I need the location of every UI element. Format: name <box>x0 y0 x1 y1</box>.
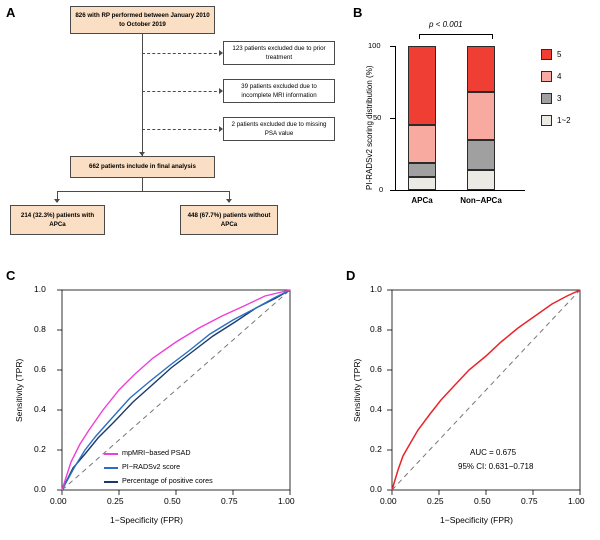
panel-d-xlabel: 1−Specificity (FPR) <box>440 515 513 525</box>
panel-c-xtick-1: 0.25 <box>107 496 124 506</box>
legend-label-score3: 3 <box>557 94 562 103</box>
flow-branch-3 <box>142 129 222 130</box>
flow-box-exclusion-3: 2 patients excluded due to missing PSA value <box>223 117 335 141</box>
panel-d-ytick-5: 1.0 <box>370 284 382 294</box>
panel-c-roc <box>0 262 330 540</box>
legend-line-mpmri-psad <box>104 453 118 455</box>
panel-b-xaxis <box>395 190 525 191</box>
legend-swatch-score5 <box>541 49 552 60</box>
flow-box-apca: 214 (32.3%) patients with APCa <box>10 205 105 235</box>
panel-d-xtick-4: 1.00 <box>568 496 585 506</box>
panel-c-ytick-5: 1.0 <box>34 284 46 294</box>
flow-box-total-cohort: 826 with RP performed between January 2010 to October 2019 <box>70 6 215 34</box>
panel-b-stacked-bar <box>345 0 600 258</box>
legend-label-positive-cores: Percentage of positive cores <box>122 476 213 485</box>
panel-b-ytick-100 <box>390 46 395 47</box>
panel-d-xtick-0: 0.00 <box>380 496 397 506</box>
legend-label-score5: 5 <box>557 50 562 59</box>
panel-d-ytick-4: 0.8 <box>370 324 382 334</box>
panel-d-auc: AUC = 0.675 <box>470 448 517 457</box>
legend-label-pirads: PI−RADSv2 score <box>122 462 181 471</box>
bar-nonapca-score4 <box>467 92 495 140</box>
flow-branch-2 <box>142 91 222 92</box>
panel-d-xtick-2: 0.50 <box>474 496 491 506</box>
panel-b-cat-nonapca: Non−APCa <box>460 196 502 205</box>
panel-c-ylabel: Sensitivity (TPR) <box>14 358 24 422</box>
panel-a-letter: A <box>6 5 16 20</box>
flow-box-exclusion-1: 123 patients excluded due to prior treatment <box>223 41 335 65</box>
panel-d-ylabel: Sensitivity (TPR) <box>352 358 362 422</box>
panel-d-ytick-1: 0.2 <box>370 444 382 454</box>
legend-line-pirads <box>104 467 118 469</box>
panel-c-letter: C <box>6 268 16 283</box>
bar-nonapca-score12 <box>467 170 495 190</box>
panel-c-ytick-2: 0.4 <box>34 404 46 414</box>
panel-b-ylabel: PI-RADSv2 scoring distribution (%) <box>365 65 374 190</box>
bar-apca-score5 <box>408 46 436 125</box>
panel-b-ytick-label-0: 0 <box>379 185 384 194</box>
legend-label-score12: 1~2 <box>557 116 571 125</box>
panel-b-sig-left <box>419 34 420 39</box>
bar-apca-score3 <box>408 163 436 177</box>
panel-b-sig-bar <box>419 34 493 35</box>
panel-d-plot <box>330 262 600 540</box>
panel-d-roc <box>330 262 600 540</box>
panel-b-significance: p < 0.001 <box>429 20 463 29</box>
flow-split-stem <box>142 178 143 191</box>
panel-c-xtick-4: 1.00 <box>278 496 295 506</box>
legend-line-positive-cores <box>104 481 118 483</box>
flow-split-bar <box>57 191 229 192</box>
panel-b-ytick-50 <box>390 118 395 119</box>
panel-c-xtick-2: 0.50 <box>164 496 181 506</box>
panel-c-xtick-3: 0.75 <box>221 496 238 506</box>
panel-d-ytick-3: 0.6 <box>370 364 382 374</box>
flow-box-final-analysis: 662 patients include in final analysis <box>70 156 215 178</box>
bar-apca-score4 <box>408 125 436 163</box>
panel-b-letter: B <box>353 5 363 20</box>
panel-c-xlabel: 1−Specificity (FPR) <box>110 515 183 525</box>
flow-arrow-right <box>226 199 232 203</box>
panel-d-ytick-0: 0.0 <box>370 484 382 494</box>
panel-b-yaxis <box>395 46 396 191</box>
panel-a-flowchart <box>0 0 345 258</box>
flow-box-exclusion-2: 39 patients excluded due to incomplete MRI information <box>223 79 335 103</box>
bar-nonapca-score5 <box>467 46 495 92</box>
panel-d-ytick-2: 0.4 <box>370 404 382 414</box>
panel-d-xtick-1: 0.25 <box>427 496 444 506</box>
panel-c-ytick-1: 0.2 <box>34 444 46 454</box>
legend-swatch-score4 <box>541 71 552 82</box>
panel-b-ytick-label-50: 50 <box>373 113 382 122</box>
panel-c-ytick-4: 0.8 <box>34 324 46 334</box>
flow-branch-1 <box>142 53 222 54</box>
flow-box-non-apca: 448 (67.7%) patients without APCa <box>180 205 278 235</box>
panel-d-letter: D <box>346 268 356 283</box>
legend-label-score4: 4 <box>557 72 562 81</box>
panel-b-ytick-label-100: 100 <box>368 41 381 50</box>
panel-b-ytick-0 <box>390 190 395 191</box>
panel-d-xtick-3: 0.75 <box>521 496 538 506</box>
panel-c-ytick-0: 0.0 <box>34 484 46 494</box>
panel-d-ci: 95% CI: 0.631−0.718 <box>458 462 534 471</box>
bar-nonapca-score3 <box>467 140 495 170</box>
panel-b-cat-apca: APCa <box>411 196 433 205</box>
panel-c-xtick-0: 0.00 <box>50 496 67 506</box>
panel-b-sig-right <box>492 34 493 39</box>
legend-label-mpmri-psad: mpMRI−based PSAD <box>122 448 191 457</box>
flow-arrow-left <box>54 199 60 203</box>
bar-apca-score12 <box>408 177 436 190</box>
legend-swatch-score3 <box>541 93 552 104</box>
panel-c-ytick-3: 0.6 <box>34 364 46 374</box>
legend-swatch-score12 <box>541 115 552 126</box>
